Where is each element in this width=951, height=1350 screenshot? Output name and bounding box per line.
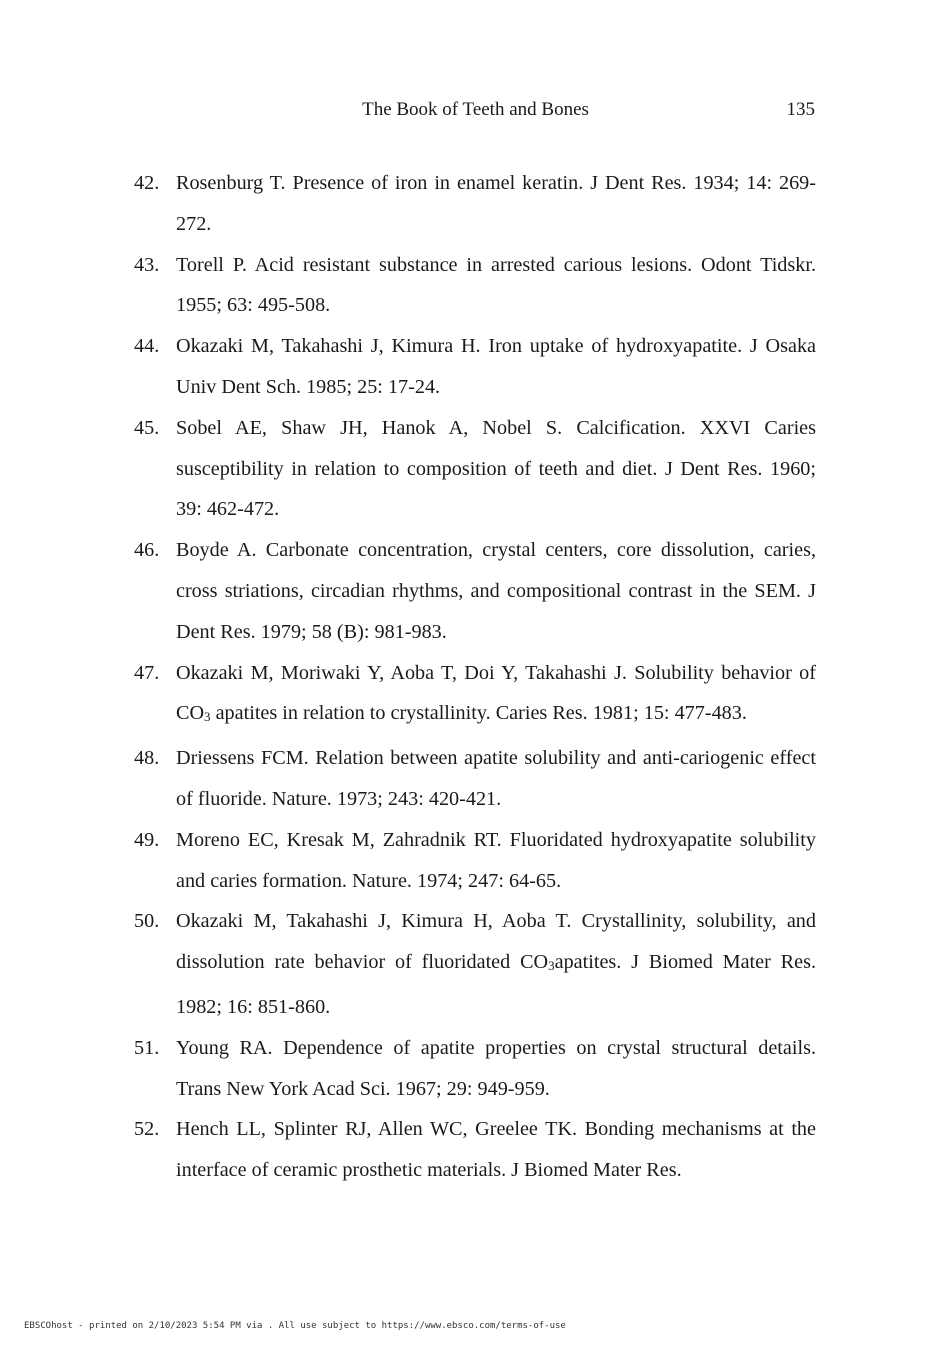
running-header-title: The Book of Teeth and Bones	[362, 99, 589, 120]
subscript: 3	[204, 709, 211, 725]
reference-number: 52.	[134, 1118, 160, 1141]
reference-item	[134, 530, 816, 652]
reference-number: 48.	[134, 747, 160, 770]
reference-text: Driessens FCM. Relation between apatite solubility and anti-cariogenic effect of fluoride. Nature. 1973; 243: 420-421.	[176, 747, 816, 810]
reference-text: Hench LL, Splinter RJ, Allen WC, Greelee TK. Bonding mechanisms at the interface of ceramic prosthetic materials. J Biomed Mater Res.	[176, 1118, 816, 1182]
reference-item	[134, 245, 816, 327]
reference-number: 50.	[134, 910, 160, 933]
reference-item	[134, 1109, 816, 1191]
subscript: 3	[548, 958, 555, 974]
reference-text: Moreno EC, Kresak M, Zahradnik RT. Fluoridated hydroxyapatite solubility and caries formation. Nature. 1974; 247: 64-65.	[176, 828, 816, 892]
reference-text: Torell P. Acid resistant substance in arrested carious lesions. Odont Tidskr. 1955; 63: 495-508.	[176, 253, 816, 317]
reference-text-part: Okazaki M, Takahashi J, Kimura H, Aoba T. Crystallinity, solubility, and dissolution rate behavior of fluoridated CO	[176, 910, 816, 974]
reference-text: Rosenburg T. Presence of iron in enamel keratin. J Dent Res. 1934; 14: 269-272.	[176, 172, 816, 235]
reference-item	[134, 738, 816, 820]
reference-number: 42.	[134, 172, 160, 194]
reference-text	[176, 901, 816, 1027]
reference-number: 43.	[134, 253, 160, 276]
reference-item	[134, 901, 816, 1027]
reference-number: 44.	[134, 335, 160, 358]
reference-item	[134, 163, 816, 245]
reference-number: 49.	[134, 828, 160, 851]
reference-item	[134, 653, 816, 739]
reference-number: 45.	[134, 416, 160, 439]
print-footer: EBSCOhost - printed on 2/10/2023 5:54 PM via . All use subject to https://www.ebsco.com/terms-of-use	[24, 1321, 566, 1331]
reference-text: Boyde A. Carbonate concentration, crystal centers, core dissolution, caries, cross striations, circadian rhythms, and compositional contrast in the SEM. J Dent Res. 1979; 58 (B): 981-983.	[176, 539, 816, 643]
reference-number: 46.	[134, 539, 160, 562]
reference-text: Okazaki M, Takahashi J, Kimura H. Iron uptake of hydroxyapatite. J Osaka Univ Dent Sch. 1985; 25: 17-24.	[176, 335, 816, 398]
page-number: 135	[786, 99, 815, 120]
reference-text: Young RA. Dependence of apatite properties on crystal structural details. Trans New York Acad Sci. 1967; 29: 949-959.	[176, 1036, 816, 1100]
reference-item	[134, 1028, 816, 1110]
reference-item	[134, 408, 816, 530]
reference-text-part: Okazaki M, Moriwaki Y, Aoba T, Doi Y, Takahashi J. Solubility behavior of CO	[176, 661, 816, 725]
reference-text	[176, 653, 816, 739]
reference-number: 47.	[134, 661, 160, 684]
reference-text-part: apatites in relation to crystallinity. Caries Res. 1981; 15: 477-483.	[210, 702, 747, 725]
reference-text-part: apatites. J Biomed Mater Res. 1982; 16: 851-860.	[176, 951, 816, 1018]
reference-list	[134, 163, 816, 1191]
reference-number: 51.	[134, 1036, 160, 1059]
reference-item	[134, 820, 816, 902]
reference-text: Sobel AE, Shaw JH, Hanok A, Nobel S. Calcification. XXVI Caries susceptibility in relation to composition of teeth and diet. J Dent Res. 1960; 39: 462-472.	[176, 416, 816, 521]
reference-item	[134, 326, 816, 408]
